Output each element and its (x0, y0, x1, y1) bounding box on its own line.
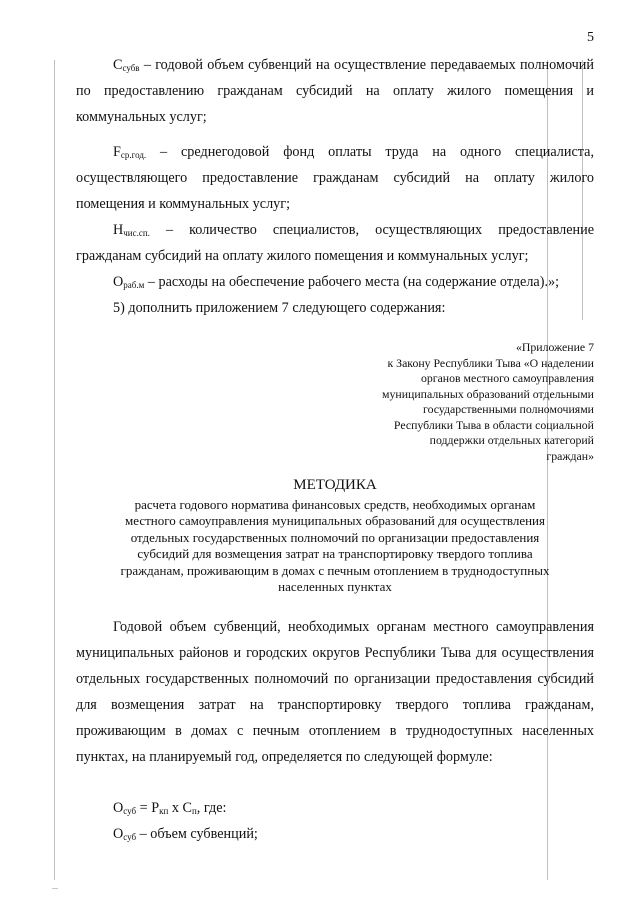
paragraph-main-body (76, 614, 594, 770)
symbol-sub: раб.м (123, 280, 145, 290)
appendix-line: граждан» (546, 448, 594, 463)
formula-x: х С (168, 800, 192, 816)
symbol: О (113, 274, 124, 290)
scan-tick (52, 888, 58, 889)
symbol-sub: чис.сп. (123, 228, 150, 238)
text: Годовой объем субвенций, необходимых органам местного самоуправления муниципальных районов и городских округов Республики Тыва для осуществления отдельных государственных полномочий по организации предоставления субсидий для возмещения затрат на транспортировку твердого топлива гражданам, проживающим в домах с печным отоплением в труднодоступных населенных пунктах, на планируемый год, определяется по следующей формуле: (76, 619, 594, 765)
symbol: F (113, 144, 121, 160)
text: – годовой объем субвенций на осуществление передаваемых полномочий по предоставлению гражданам субсидий на оплату жилого помещения и коммунальных услуг; (76, 57, 594, 125)
paragraph-o-rab-m (76, 269, 594, 295)
subtitle-line: гражданам, проживающим в домах с печным отоплением в труднодоступных (120, 562, 550, 578)
appendix-line: поддержки отдельных категорий (429, 433, 594, 447)
symbol-sub: ср.год. (120, 150, 147, 160)
paragraph-f-sr-god (76, 139, 594, 217)
paragraph-n-chis-sp (76, 217, 594, 269)
formula-line (76, 795, 594, 821)
page-number: 5 (587, 30, 594, 45)
definition-o-sub (76, 821, 594, 847)
formula-p-sub: кп (159, 806, 169, 816)
def-symbol-sub: суб (123, 832, 137, 842)
scan-line-left (54, 60, 55, 880)
subtitle-line: местного самоуправления муниципальных образований для осуществления (125, 513, 545, 529)
subtitle-line: населенных пунктах (278, 579, 392, 595)
formula-o-sub: суб (123, 806, 137, 816)
text: 5) дополнить приложением 7 следующего содержания: (113, 300, 446, 316)
appendix-line: государственными полномочиями (423, 402, 594, 416)
paragraph-c-subv (76, 52, 594, 130)
subtitle-line: расчета годового норматива финансовых средств, необходимых органам (134, 497, 536, 512)
formula-eq: = Р (136, 800, 160, 816)
text: – расходы на обеспечение рабочего места (на содержание отдела).»; (144, 274, 560, 290)
appendix-line: органов местного самоуправления (420, 371, 594, 385)
text: – среднегодовой фонд оплаты труда на одного специалиста, осуществляющего предоставление гражданам субсидий на оплату жилого помещения и коммунальных услуг; (76, 144, 594, 212)
appendix-line: к Закону Республики Тыва «О наделении (387, 355, 594, 370)
appendix-header (356, 340, 594, 464)
paragraph-item-5 (76, 295, 594, 321)
def-text: – объем субвенций; (136, 826, 258, 842)
subtitle-line: субсидий для возмещения затрат на транспортировку твердого топлива (137, 546, 533, 562)
def-symbol: О (113, 826, 124, 842)
symbol: Н (113, 222, 124, 238)
subtitle-line: отдельных государственных полномочий по организации предоставления (130, 529, 540, 545)
appendix-line: Республики Тыва в области социальной (393, 417, 594, 432)
symbol: С (113, 57, 123, 73)
symbol-sub: субв (122, 63, 140, 73)
appendix-line: «Приложение 7 (515, 340, 594, 354)
methodology-subtitle (76, 497, 594, 595)
formula-c-sub: п (191, 806, 197, 816)
formula-o: О (113, 800, 124, 816)
formula-tail: , где: (196, 800, 227, 816)
methodology-title: МЕТОДИКА (293, 477, 377, 493)
text: – количество специалистов, осуществляющих предоставление гражданам субсидий на оплату жилого помещения и коммунальных услуг; (76, 222, 594, 264)
appendix-line: муниципальных образований отдельными (382, 386, 594, 401)
